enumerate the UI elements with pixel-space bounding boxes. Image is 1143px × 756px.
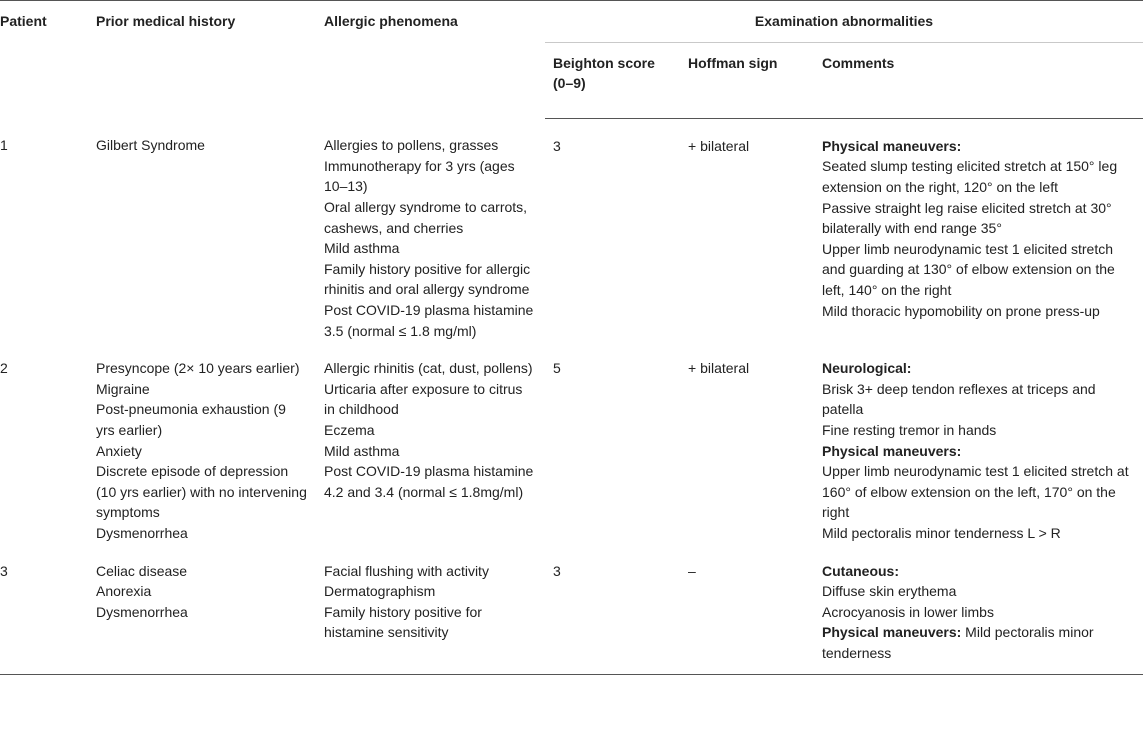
list-item: Presyncope (2× 10 years earlier) [96, 360, 300, 377]
cell-comments [814, 118, 1143, 351]
comment-heading: Cutaneous: [822, 562, 899, 579]
comment-line: Upper limb neurodynamic test 1 elicited stretch and guarding at 130° of elbow extension on the left, 140° on the right [822, 240, 1115, 298]
list-item: Discrete episode of depression (10 yrs earlier) with no intervening symptoms [96, 463, 307, 521]
header-hoffman: Hoffman sign [680, 42, 814, 118]
list-item: Mild asthma [324, 240, 400, 257]
comment-line: Brisk 3+ deep tendon reflexes at triceps and patella [822, 380, 1096, 418]
cell-patient: 1 [0, 137, 8, 154]
list-item: Gilbert Syndrome [96, 137, 205, 154]
cell-patient: 2 [0, 360, 8, 377]
list-item: Celiac disease [96, 562, 188, 579]
cell-hoffman: + bilateral [688, 137, 750, 154]
comment-line: Acrocyanosis in lower limbs [822, 603, 994, 620]
list-item: Facial flushing with activity [324, 562, 489, 579]
cell-beighton: 3 [553, 137, 561, 154]
comment-line: Mild pectoralis minor tenderness [822, 624, 1094, 661]
list-item: Oral allergy syndrome to carrots, cashews, and cherries [324, 199, 528, 236]
comment-line: Mild thoracic hypomobility on prone press-up [822, 302, 1100, 319]
comment-line: Seated slump testing elicited stretch at 150° leg extension on the right, 120° on the left [822, 158, 1118, 195]
comment-line-mixed [822, 622, 1135, 663]
list-item: Post COVID-19 plasma histamine 4.2 and 3.4 (normal ≤ 1.8mg/ml) [324, 463, 534, 500]
header-exam-group: Examination abnormalities [545, 1, 1143, 43]
cell-beighton: 3 [545, 554, 680, 674]
cell-hoffman: + bilateral [688, 360, 750, 377]
comment-heading: Neurological: [822, 360, 912, 377]
cell-prior-history [88, 554, 316, 674]
comment-line: Upper limb neurodynamic test 1 elicited stretch at 160° of elbow extension on the left, 170° on the right [822, 463, 1129, 521]
cell-prior-history [88, 118, 316, 351]
cell-beighton: 5 [553, 360, 561, 377]
table-row [0, 554, 1143, 674]
header-patient: Patient [0, 1, 88, 119]
comment-line: Mild pectoralis minor tenderness L > R [822, 524, 1061, 541]
header-allergic: Allergic phenomena [316, 1, 545, 119]
list-item: Urticaria after exposure to citrus in childhood [324, 380, 523, 418]
list-item: Post COVID-19 plasma histamine 3.5 (normal ≤ 1.8 mg/ml) [324, 302, 534, 339]
comment-heading: Physical maneuvers: [822, 442, 962, 459]
header-comments: Comments [814, 42, 1143, 118]
list-item: Allergies to pollens, grasses [324, 137, 499, 154]
cell-patient: 3 [0, 554, 88, 674]
comment-heading: Physical maneuvers: [822, 137, 962, 154]
comment-heading: Physical maneuvers: [822, 624, 962, 641]
list-item: Eczema [324, 422, 375, 438]
cell-hoffman: – [680, 554, 814, 674]
comment-line: Fine resting tremor in hands [822, 422, 997, 438]
list-item: Allergic rhinitis (cat, dust, pollens) [324, 360, 533, 377]
comment-line: Diffuse skin erythema [822, 583, 957, 600]
comment-line: Passive straight leg raise elicited stretch at 30° bilaterally with end range 35° [822, 199, 1112, 237]
list-item: Immunotherapy for 3 yrs (ages 10–13) [324, 157, 515, 195]
list-item: Anxiety [96, 442, 142, 459]
list-item: Migraine [96, 380, 150, 397]
list-item: Post-pneumonia exhaustion (9 yrs earlier) [96, 401, 286, 438]
cell-comments [814, 351, 1143, 553]
header-prior-history: Prior medical history [88, 1, 316, 119]
list-item: Dysmenorrhea [96, 524, 188, 541]
list-item: Mild asthma [324, 442, 400, 459]
cell-allergic [316, 118, 545, 351]
cell-allergic [316, 554, 545, 674]
table-row [0, 351, 1143, 553]
list-item: Anorexia [96, 583, 152, 600]
cell-allergic [316, 351, 545, 553]
table-row [0, 118, 1143, 351]
header-beighton: Beighton score (0–9) [545, 42, 680, 118]
cell-comments [814, 554, 1143, 674]
list-item: Dysmenorrhea [96, 603, 188, 620]
list-item: Family history positive for histamine sensitivity [324, 603, 482, 641]
list-item: Family history positive for allergic rhinitis and oral allergy syndrome [324, 260, 531, 298]
cell-prior-history [88, 351, 316, 553]
list-item: Dermatographism [324, 583, 436, 600]
